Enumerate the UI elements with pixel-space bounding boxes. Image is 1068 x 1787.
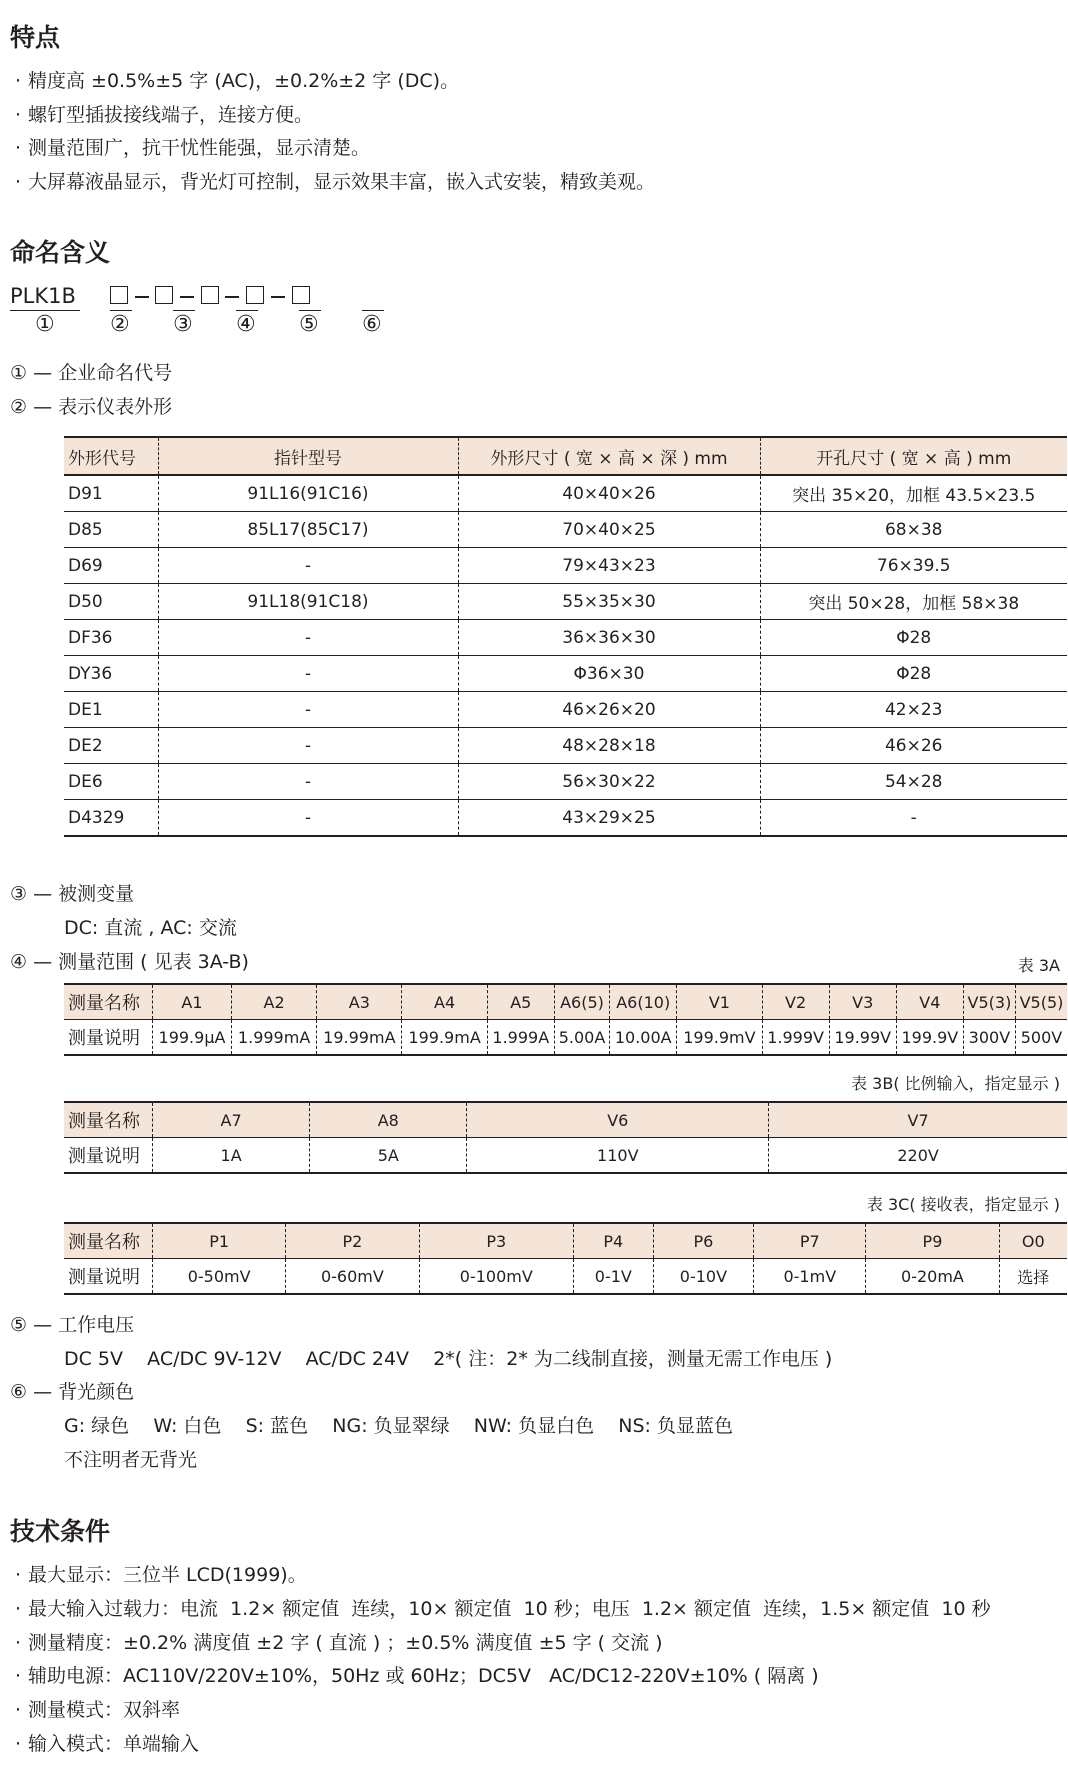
tech-item: · 输入模式：单端输入 — [10, 1729, 199, 1756]
naming-item-3: ③ — 被测变量 — [10, 883, 135, 905]
measure-desc: 199.9mA — [402, 1020, 487, 1056]
table-cell: Φ28 — [760, 620, 1067, 656]
table-cell: 43×29×25 — [458, 800, 760, 837]
measure-name: P4 — [574, 1223, 653, 1259]
tech-item: · 最大显示：三位半 LCD(1999)。 — [10, 1560, 307, 1587]
table-cell: Φ28 — [760, 656, 1067, 692]
table-header: 外形代号 — [64, 437, 158, 475]
feature-item: · 螺钉型插拔接线端子，连接方便。 — [10, 100, 313, 127]
table-cell: D50 — [64, 584, 158, 620]
measure-desc: 19.99V — [829, 1020, 896, 1056]
table-row — [64, 620, 1067, 656]
table-3b-tag: 表 3B( 比例输入，指定显示 ) — [851, 1074, 1060, 1093]
measure-name: O0 — [999, 1223, 1067, 1259]
measure-desc: 0-10V — [653, 1259, 754, 1295]
measure-name: V1 — [677, 984, 762, 1020]
tech-item: · 辅助电源：AC110V/220V±10%，50Hz 或 60Hz；DC5V AC/DC12-220V±10% ( 隔离 ) — [10, 1661, 819, 1688]
naming-item-5-desc: DC 5V AC/DC 9V-12V AC/DC 24V 2*( 注：2* 为二线制直接，测量无需工作电压 ) — [64, 1348, 833, 1370]
row-label: 测量说明 — [64, 1020, 153, 1056]
table-header: 开孔尺寸 ( 宽 × 高 ) mm — [760, 437, 1067, 475]
table-cell: 突出 35×20，加框 43.5×23.5 — [760, 475, 1067, 512]
table-cell: - — [158, 764, 458, 800]
table-cell: - — [158, 692, 458, 728]
row-label: 测量名称 — [64, 1102, 153, 1138]
measure-name: A4 — [402, 984, 487, 1020]
table-cell: 40×40×26 — [458, 475, 760, 512]
naming-item-1: ① — 企业命名代号 — [10, 362, 173, 384]
measure-desc: 0-20mA — [866, 1259, 999, 1295]
table-cell: - — [158, 548, 458, 584]
model-prefix: PLK1B — [10, 284, 76, 308]
table-cell: DY36 — [64, 656, 158, 692]
slot-box — [201, 286, 219, 304]
measure-name: A6(5) — [554, 984, 609, 1020]
table-row — [64, 475, 1067, 512]
measure-desc: 选择 — [999, 1259, 1067, 1295]
table-row — [64, 1259, 1067, 1295]
tech-item: · 最大输入过载力：电流 1.2× 额定值 连续，10× 额定值 10 秒；电压 1.2× 额定值 连续，1.5× 额定值 10 秒 — [10, 1594, 991, 1621]
table-cell: - — [158, 728, 458, 764]
measure-desc: 110V — [467, 1138, 769, 1174]
table-cell: 46×26×20 — [458, 692, 760, 728]
measure-desc: 199.9mV — [677, 1020, 762, 1056]
table-row — [64, 1223, 1067, 1259]
measure-desc: 199.9V — [896, 1020, 963, 1056]
table-3b — [64, 1101, 1067, 1174]
naming-item-6: ⑥ — 背光颜色 — [10, 1381, 135, 1403]
measure-desc: 5.00A — [554, 1020, 609, 1056]
table-header: 指针型号 — [158, 437, 458, 475]
measure-desc: 19.99mA — [317, 1020, 402, 1056]
measure-name: V7 — [769, 1102, 1067, 1138]
measure-name: V5(5) — [1015, 984, 1067, 1020]
table-cell: 56×30×22 — [458, 764, 760, 800]
table-cell: - — [158, 800, 458, 837]
table-row — [64, 728, 1067, 764]
measure-name: A6(10) — [610, 984, 677, 1020]
table-row — [64, 512, 1067, 548]
table-cell: 36×36×30 — [458, 620, 760, 656]
measure-name: A5 — [487, 984, 554, 1020]
measure-name: P3 — [419, 1223, 574, 1259]
table-cell: 76×39.5 — [760, 548, 1067, 584]
code-number: ④ — [236, 312, 256, 337]
code-number: ① — [35, 312, 55, 337]
measure-name: P2 — [286, 1223, 419, 1259]
measure-name: V3 — [829, 984, 896, 1020]
measure-desc: 220V — [769, 1138, 1067, 1174]
code-number: ⑤ — [299, 312, 319, 337]
tech-item: · 测量模式：双斜率 — [10, 1695, 180, 1722]
table-row — [64, 1020, 1067, 1056]
measure-desc: 0-1mV — [754, 1259, 866, 1295]
table-row — [64, 984, 1067, 1020]
measure-desc: 1.999A — [487, 1020, 554, 1056]
measure-desc: 199.9μA — [153, 1020, 232, 1056]
measure-name: A8 — [310, 1102, 467, 1138]
measure-name: A2 — [231, 984, 316, 1020]
table-cell: DF36 — [64, 620, 158, 656]
naming-item-2: ② — 表示仪表外形 — [10, 396, 173, 418]
measure-desc: 300V — [963, 1020, 1015, 1056]
table-row — [64, 1102, 1067, 1138]
table-cell: 91L16(91C16) — [158, 475, 458, 512]
measure-name: A7 — [153, 1102, 310, 1138]
features-title: 特点 — [10, 23, 61, 52]
measure-name: V2 — [762, 984, 829, 1020]
table-row — [64, 692, 1067, 728]
measure-name: P9 — [866, 1223, 999, 1259]
row-label: 测量说明 — [64, 1138, 153, 1174]
measure-desc: 1.999mA — [231, 1020, 316, 1056]
table-row — [64, 548, 1067, 584]
measure-desc: 10.00A — [610, 1020, 677, 1056]
feature-item: · 大屏幕液晶显示，背光灯可控制，显示效果丰富，嵌入式安装，精致美观。 — [10, 167, 655, 194]
table-header: 外形尺寸 ( 宽 × 高 × 深 ) mm — [458, 437, 760, 475]
table-cell: D91 — [64, 475, 158, 512]
table-cell: 42×23 — [760, 692, 1067, 728]
tech-item: · 测量精度：±0.2% 满度值 ±2 字 ( 直流 ) ；±0.5% 满度值 ±5 字 ( 交流 ) — [10, 1628, 663, 1655]
row-label: 测量名称 — [64, 984, 153, 1020]
measure-desc: 0-50mV — [153, 1259, 286, 1295]
measure-desc: 1.999V — [762, 1020, 829, 1056]
naming-item-3-desc: DC: 直流 , AC: 交流 — [64, 917, 237, 939]
table-cell: - — [158, 620, 458, 656]
table-cell: 48×28×18 — [458, 728, 760, 764]
table-row — [64, 656, 1067, 692]
measure-name: A1 — [153, 984, 232, 1020]
naming-item-6-note: 不注明者无背光 — [64, 1449, 198, 1471]
feature-item: · 精度高 ±0.5%±5 字 (AC)，±0.2%±2 字 (DC)。 — [10, 66, 459, 93]
table-cell: 突出 50×28，加框 58×38 — [760, 584, 1067, 620]
measure-desc: 0-60mV — [286, 1259, 419, 1295]
measure-name: V5(3) — [963, 984, 1015, 1020]
measure-desc: 0-100mV — [419, 1259, 574, 1295]
code-number: ⑥ — [362, 312, 382, 337]
table-cell: 85L17(85C17) — [158, 512, 458, 548]
code-number: ③ — [173, 312, 193, 337]
table-cell: 70×40×25 — [458, 512, 760, 548]
slot-box — [246, 286, 264, 304]
slot-box — [110, 286, 128, 304]
table-row — [64, 584, 1067, 620]
naming-item-4: ④ — 测量范围 ( 见表 3A-B) — [10, 951, 249, 973]
measure-name: A3 — [317, 984, 402, 1020]
table-cell: DE2 — [64, 728, 158, 764]
table-cell: - — [760, 800, 1067, 837]
measure-desc: 1A — [153, 1138, 310, 1174]
table-cell: - — [158, 656, 458, 692]
measure-desc: 5A — [310, 1138, 467, 1174]
table-row — [64, 800, 1067, 837]
table-cell: DE1 — [64, 692, 158, 728]
tech-title: 技术条件 — [10, 1517, 111, 1546]
slot-box — [292, 286, 310, 304]
code-slots — [110, 284, 310, 308]
measure-desc: 0-1V — [574, 1259, 653, 1295]
table-cell: 68×38 — [760, 512, 1067, 548]
row-label: 测量说明 — [64, 1259, 153, 1295]
table-cell: Φ36×30 — [458, 656, 760, 692]
slot-box — [155, 286, 173, 304]
naming-item-6-desc: G: 绿色 W: 白色 S: 蓝色 NG: 负显翠绿 NW: 负显白色 NS: 负显蓝色 — [64, 1415, 733, 1437]
naming-title: 命名含义 — [10, 238, 111, 267]
table-cell: 91L18(91C18) — [158, 584, 458, 620]
table-cell: 55×35×30 — [458, 584, 760, 620]
table-cell: D85 — [64, 512, 158, 548]
table-cell: D69 — [64, 548, 158, 584]
measure-desc: 500V — [1015, 1020, 1067, 1056]
table-3c-tag: 表 3C( 接收表，指定显示 ) — [866, 1195, 1060, 1214]
table-cell: D4329 — [64, 800, 158, 837]
table-3a — [64, 983, 1067, 1056]
row-label: 测量名称 — [64, 1223, 153, 1259]
table-3c — [64, 1222, 1067, 1295]
shape-table — [64, 436, 1067, 837]
table-row — [64, 764, 1067, 800]
measure-name: V6 — [467, 1102, 769, 1138]
table-3a-tag: 表 3A — [1017, 956, 1060, 975]
table-cell: DE6 — [64, 764, 158, 800]
table-cell: 46×26 — [760, 728, 1067, 764]
naming-item-5: ⑤ — 工作电压 — [10, 1314, 135, 1336]
code-number: ② — [110, 312, 130, 337]
table-cell: 54×28 — [760, 764, 1067, 800]
measure-name: P7 — [754, 1223, 866, 1259]
table-row — [64, 1138, 1067, 1174]
measure-name: V4 — [896, 984, 963, 1020]
feature-item: · 测量范围广，抗干忧性能强，显示清楚。 — [10, 133, 370, 160]
measure-name: P6 — [653, 1223, 754, 1259]
measure-name: P1 — [153, 1223, 286, 1259]
table-cell: 79×43×23 — [458, 548, 760, 584]
